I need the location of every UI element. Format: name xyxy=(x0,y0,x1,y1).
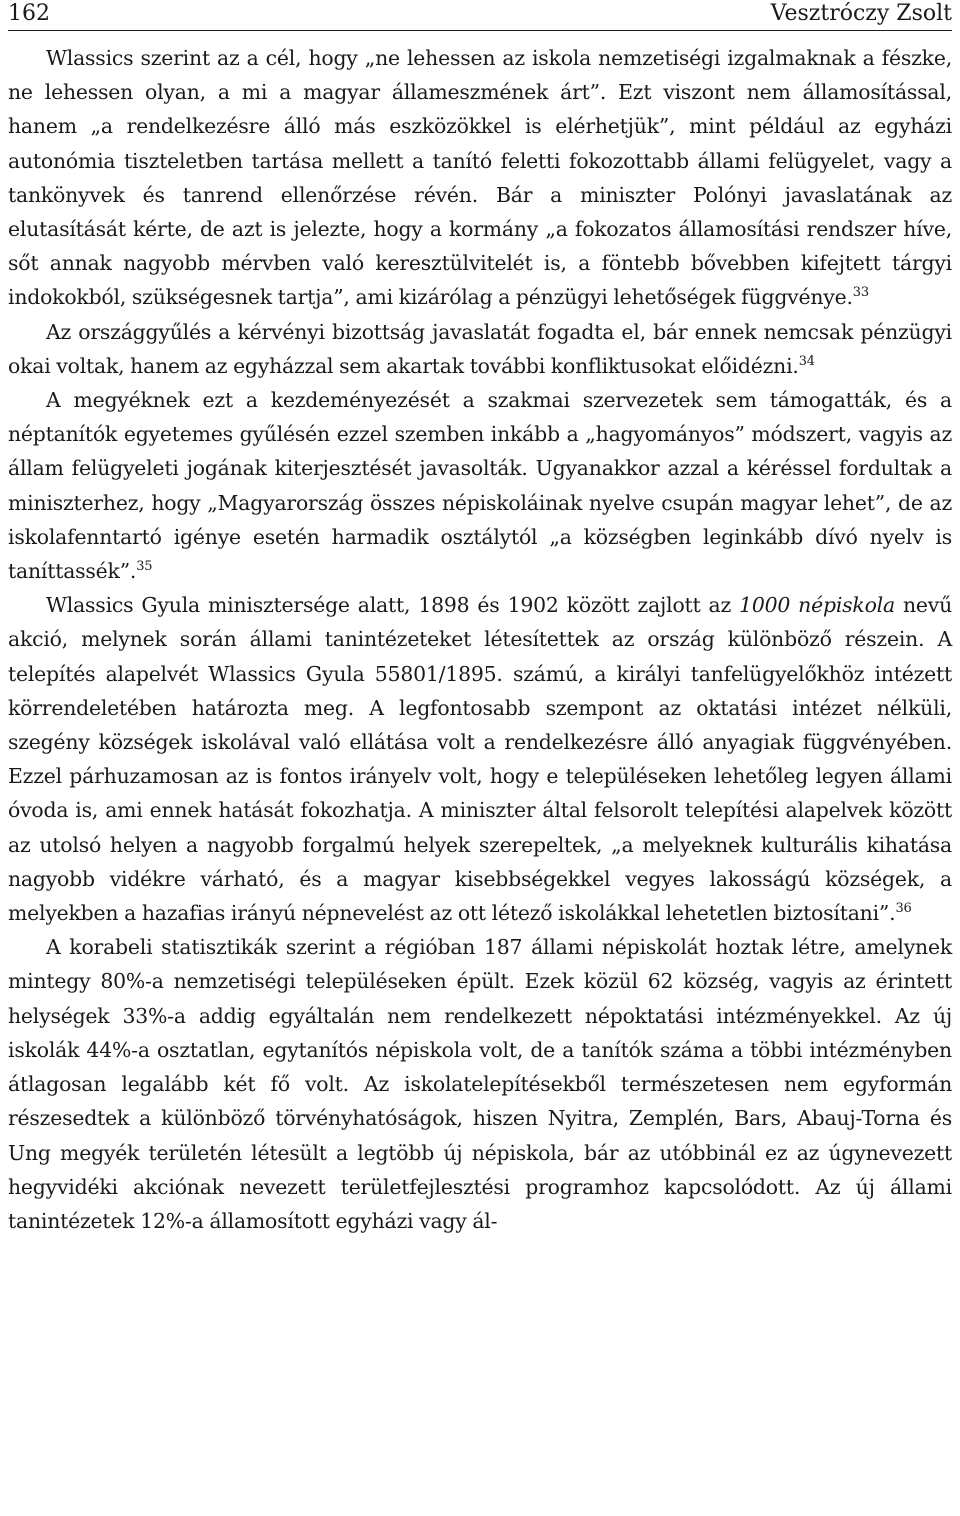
paragraph-text: A korabeli statisztikák szerint a régióban 187 állami népiskolát hoztak létre, amelynek mintegy 80%-a nemzetiségi településeken épült. Ezek közül 62 község, vagyis az érintett helységek 33%-a addig egyáltalán nem rendelkezett népoktatási intézményekkel. Az új iskolák 44%-a osztatlan, egytanítós népiskola volt, de a tanítók száma a többi intézményben átlagosan legalább két fő volt. Az iskolatelepítésekből természetesen nem egyformán részesedtek a különböző törvényhatóságok, hiszen Nyitra, Zemplén, Bars, Abauj-Torna és Ung megyék területén létesült a legtöbb új népiskola, bár az utóbbinál ez az úgynevezett hegyvidéki akciónak nevezett területfejlesztési programhoz kapcsolódott. Az új állami tanintézetek 12%-a államosított egyházi vagy ál- xyxy=(8,935,952,1233)
running-header xyxy=(8,0,952,31)
footnote-reference: 34 xyxy=(798,353,815,369)
italic-text: 1000 népiskola xyxy=(739,593,895,618)
footnote-reference: 36 xyxy=(895,901,912,917)
paragraph xyxy=(8,41,952,315)
running-author: Vesztróczy Zsolt xyxy=(770,1,952,26)
paragraph-text: nevű akció, melynek során állami tanintézeteket létesítettek az ország különböző részein. A telepítés alapelvét Wlassics Gyula 55801/1895. számú, a királyi tanfelügyelőkhöz intézett körrendeletében határozta meg. A legfontosabb szempont az oktatási intézet nélküli, szegény községek iskolával való ellátása volt a rendelkezésre álló anyagiak függvényében. Ezzel párhuzamosan az is fontos irányelv volt, hogy e településeken lehetőleg legyen állami óvoda is, ami ennek hatását fokozhatja. A miniszter által felsorolt telepítési alapelvek között az utolsó helyen a nagyobb forgalmú helyek szerepeltek, „a melyeknek kulturális kihatása nagyobb vidékre várható, és a magyar kisebbségekkel vegyes lakosságú községek, a melyekben a hazafias irányú népnevelést az ott létező iskolákkal lehetetlen biztosítani”. xyxy=(8,593,953,926)
footnote-reference: 35 xyxy=(136,559,153,575)
paragraph xyxy=(8,588,952,930)
paragraph-text: Az országgyűlés a kérvényi bizottság javaslatát fogadta el, bár ennek nemcsak pénzügyi okai voltak, hanem az egyházzal sem akartak további konfliktusokat előidézni. xyxy=(8,319,952,378)
paragraph-text: Wlassics szerint az a cél, hogy „ne lehessen az iskola nemzetiségi izgalmaknak a fészke, ne lehessen olyan, a mi a magyar állameszmének árt”. Ezt viszont nem államosítással, hanem „a rendelkezésre álló más eszközökkel is elérhetjük”, mint például az egyházi autonómia tiszteletben tartása mellett a tanító feletti fokozottabb állami felügyelet, vagy a tankönyvek és tanrend ellenőrzése révén. Bár a miniszter Polónyi javaslatának az elutasítását kérte, de azt is jelezte, hogy a kormány „a fokozatos államosítási rendszer híve, sőt annak nagyobb mérvben való keresztülvitelét is, a föntebb bővebben kifejtett tárgyi indokokból, szükségesnek tartja”, ami kizárólag a pénzügyi lehetőségek függvénye. xyxy=(8,46,952,310)
paragraph xyxy=(8,383,952,588)
page-number: 162 xyxy=(8,1,50,26)
body-text xyxy=(8,41,952,1238)
document-page xyxy=(8,0,952,1238)
paragraph xyxy=(8,930,952,1238)
footnote-reference: 33 xyxy=(852,285,869,301)
paragraph xyxy=(8,315,952,383)
paragraph-text: A megyéknek ezt a kezdeményezését a szakmai szervezetek sem támogatták, és a néptanítók egyetemes gyűlésén ezzel szemben inkább a „hagyományos” módszert, vagyis az állam felügyeleti jogának kiterjesztését javasolták. Ugyanakkor azzal a kéréssel fordultak a miniszterhez, hogy „Magyarország összes népiskoláinak nyelve csupán magyar lehet”, de az iskolafenntartó igénye esetén harmadik osztálytól „a községben leginkább dívó nyelv is taníttassék”. xyxy=(8,388,952,584)
paragraph-text: Wlassics Gyula minisztersége alatt, 1898 és 1902 között zajlott az xyxy=(46,593,740,618)
